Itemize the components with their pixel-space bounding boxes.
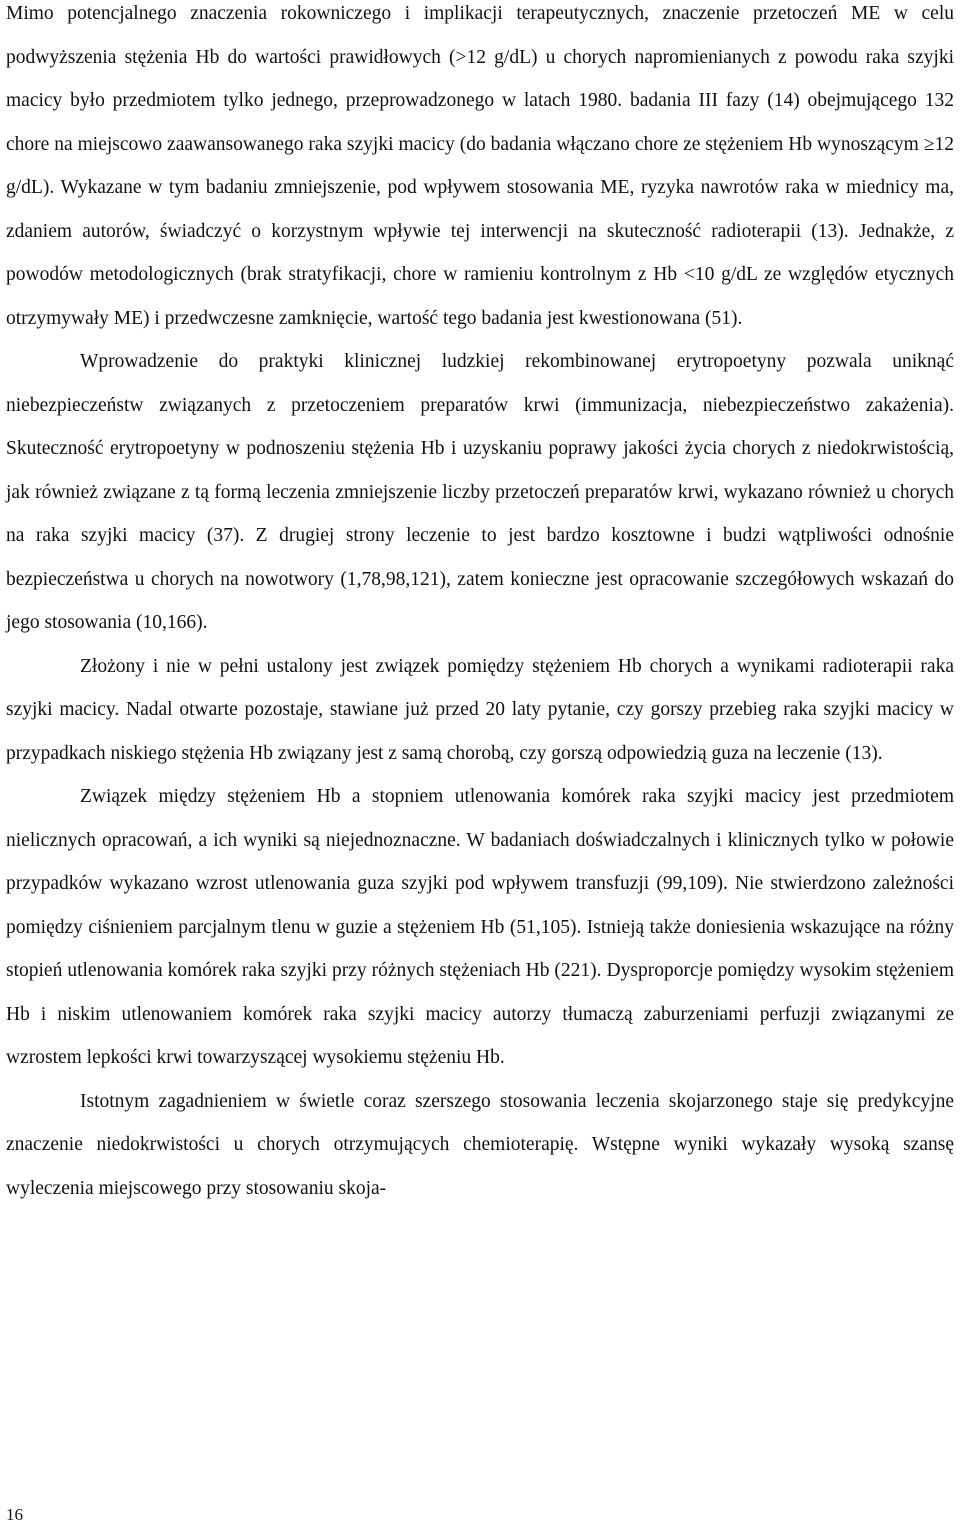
page-number: 16 xyxy=(6,1505,23,1524)
paragraph-2: Wprowadzenie do praktyki klinicznej ludzkiej rekombinowanej erytropoetyny pozwala uniknąć niebezpieczeństw związanych z przetoczeniem preparatów krwi (immunizacja, niebezpieczeństwo zakażenia). Skuteczność erytropoetyny w podnoszeniu stężenia Hb i uzyskaniu poprawy jakości życia chorych z niedokrwistością, jak również związane z tą formą leczenia zmniejszenie liczby przetoczeń preparatów krwi, wykazano również u chorych na raka szyjki macicy (37). Z drugiej strony leczenie to jest bardzo kosztowne i budzi wątpliwości odnośnie bezpieczeństwa u chorych na nowotwory (1,78,98,121), zatem konieczne jest opracowanie szczegółowych wskazań do jego stosowania (10,166). xyxy=(6,351,954,633)
document-page xyxy=(6,0,954,1210)
paragraph-1: Mimo potencjalnego znaczenia rokowniczego i implikacji terapeutycznych, znaczenie przetoczeń ME w celu podwyższenia stężenia Hb do wartości prawidłowych (>12 g/dL) u chorych napromienianych z powodu raka szyjki macicy było przedmiotem tylko jednego, przeprowadzonego w latach 1980. badania III fazy (14) obejmującego 132 chore na miejscowo zaawansowanego raka szyjki macicy (do badania włączano chore ze stężeniem Hb wynoszącym ≥12 g/dL). Wykazane w tym badaniu zmniejszenie, pod wpływem stosowania ME, ryzyka nawrotów raka w miednicy ma, zdaniem autorów, świadczyć o korzystnym wpływie tej interwencji na skuteczność radioterapii (13). Jednakże, z powodów metodologicznych (brak stratyfikacji, chore w ramieniu kontrolnym z Hb <10 g/dL ze względów etycznych otrzymywały ME) i przedwczesne zamknięcie, wartość tego badania jest kwestionowana (51). xyxy=(6,3,954,329)
paragraph-3: Złożony i nie w pełni ustalony jest związek pomiędzy stężeniem Hb chorych a wynikami radioterapii raka szyjki macicy. Nadal otwarte pozostaje, stawiane już przed 20 laty pytanie, czy gorszy przebieg raka szyjki macicy w przypadkach niskiego stężenia Hb związany jest z samą chorobą, czy gorszą odpowiedzią guza na leczenie (13). xyxy=(6,655,954,764)
paragraph-4: Związek między stężeniem Hb a stopniem utlenowania komórek raka szyjki macicy jest przedmiotem nielicznych opracowań, a ich wyniki są niejednoznaczne. W badaniach doświadczalnych i klinicznych tylko w połowie przypadków wykazano wzrost utlenowania guza szyjki pod wpływem transfuzji (99,109). Nie stwierdzono zależności pomiędzy ciśnieniem parcjalnym tlenu w guzie a stężeniem Hb (51,105). Istnieją także doniesienia wskazujące na różny stopień utlenowania komórek raka szyjki przy różnych stężeniach Hb (221). Dysproporcje pomiędzy wysokim stężeniem Hb i niskim utlenowaniem komórek raka szyjki macicy autorzy tłumaczą zaburzeniami perfuzji związanymi ze wzrostem lepkości krwi towarzyszącej wysokiemu stężeniu Hb. xyxy=(6,786,954,1068)
paragraph-5: Istotnym zagadnieniem w świetle coraz szerszego stosowania leczenia skojarzonego staje się predykcyjne znaczenie niedokrwistości u chorych otrzymujących chemioterapię. Wstępne wyniki wykazały wysoką szansę wyleczenia miejscowego przy stosowaniu skoja- xyxy=(6,1090,954,1199)
